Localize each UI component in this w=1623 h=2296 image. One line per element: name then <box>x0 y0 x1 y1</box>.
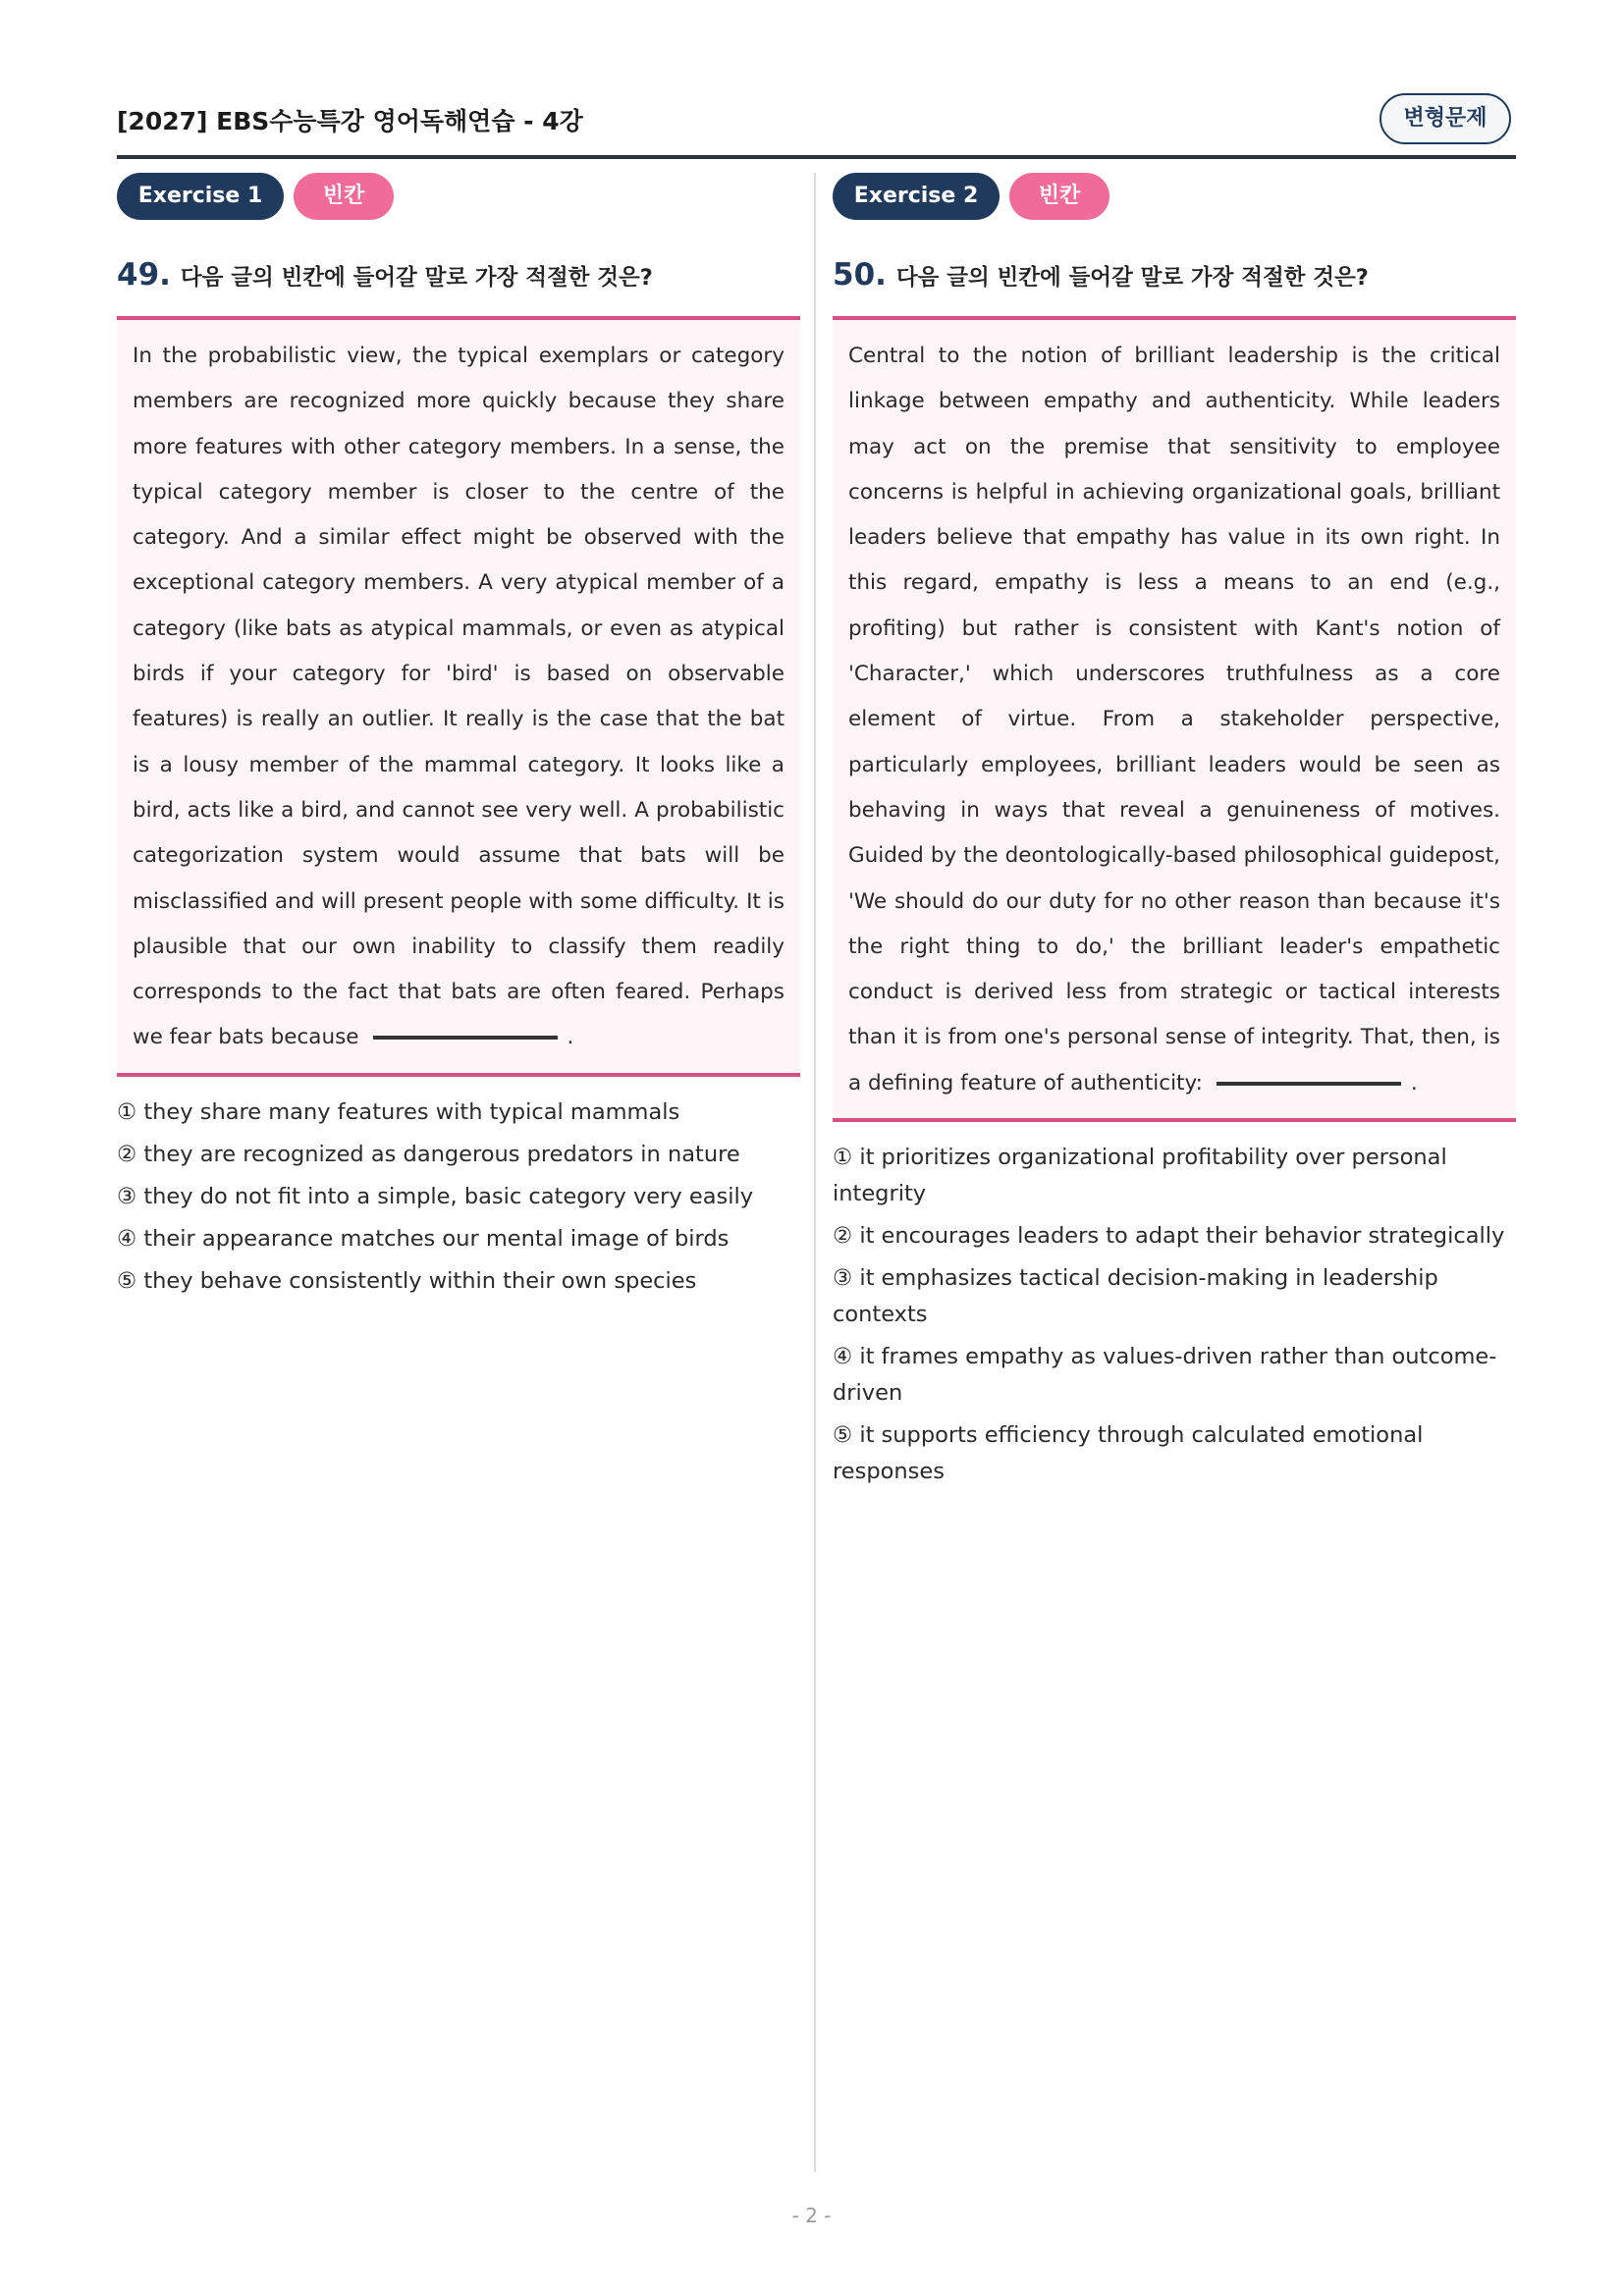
choice-option[interactable]: ⑤ it supports efficiency through calculated emotional responses <box>833 1422 1424 1485</box>
exercise-1-label: Exercise 1 <box>117 173 284 220</box>
passage-text: Central to the notion of brilliant leadership is the critical linkage between empathy and authenticity. While leaders may act on the premise that sensitivity to employee concerns is helpful in achieving organizational goals, brilliant leaders believe that empathy has value in its own right. In this regard, empathy is less a means to an end (e.g., profiting) but rather is consistent with Kant's notion of 'Character,' which underscores truthfulness as a core element of virtue. From a stakeholder perspective, particularly employees, brilliant leaders would be seen as behaving in ways that reveal a genuineness of motives. Guided by the deontologically-based philosophical guidepost, 'We should do our duty for no other reason than because it's the right thing to do,' the brilliant leader's empathetic conduct is derived less from strategic or tactical interests than it is from one's personal sense of integrity. That, then, is a defining feature of authenticity: <box>848 344 1500 1095</box>
choice-option[interactable]: ② they are recognized as dangerous predators in nature <box>117 1141 740 1167</box>
passage-end: . <box>567 1025 574 1050</box>
choice-option[interactable]: ① it prioritizes organizational profitability over personal integrity <box>833 1145 1447 1207</box>
choice-option[interactable]: ③ it emphasizes tactical decision-making in leadership contexts <box>833 1265 1438 1328</box>
exercise-1-column <box>117 173 800 1306</box>
choice-option[interactable]: ③ they do not fit into a simple, basic category very easily <box>117 1183 754 1209</box>
question-text: 다음 글의 빈칸에 들어갈 말로 가장 적절한 것은? <box>895 265 1369 291</box>
exercise-2-header <box>833 173 1516 222</box>
question-50 <box>833 257 1516 296</box>
exercise-2-tag: 빈칸 <box>1009 173 1109 220</box>
variant-badge: 변형문제 <box>1380 93 1511 144</box>
passage-end: . <box>1410 1070 1418 1095</box>
choice-option[interactable]: ⑤ they behave consistently within their own species <box>117 1267 697 1294</box>
question-number: 50. <box>833 257 887 293</box>
exercise-1-header <box>117 173 800 222</box>
choice-list <box>833 1140 1516 1490</box>
answer-blank <box>373 1036 558 1040</box>
question-text: 다음 글의 빈칸에 들어갈 말로 가장 적절한 것은? <box>180 265 653 291</box>
answer-blank <box>1217 1082 1401 1086</box>
choice-list <box>117 1095 800 1300</box>
page-number: - 2 - <box>791 2204 832 2227</box>
choice-option[interactable]: ④ their appearance matches our mental image of birds <box>117 1225 730 1252</box>
choice-option[interactable]: ② it encourages leaders to adapt their behavior strategically <box>833 1223 1505 1250</box>
choice-option[interactable]: ① they share many features with typical mammals <box>117 1098 680 1125</box>
header-rule <box>117 155 1516 159</box>
passage-paragraph <box>848 334 1500 1106</box>
exercise-2-label: Exercise 2 <box>833 173 1000 220</box>
question-number: 49. <box>117 257 171 293</box>
passage-box <box>833 316 1516 1122</box>
column-divider <box>814 173 816 2172</box>
passage-paragraph <box>133 334 784 1061</box>
passage-text: In the probabilistic view, the typical exemplars or category members are recognized more quickly because they share more features with other category members. In a sense, the typical category member is closer to the centre of the category. And a similar effect might be observed with the exceptional category members. A very atypical member of a category (like bats as atypical mammals, or even as atypical birds if your category for 'bird' is based on observable features) is really an outlier. It really is the case that the bat is a lousy member of the mammal category. It looks like a bird, acts like a bird, and cannot see very well. A probabilistic categorization system would assume that bats will be misclassified and will present people with some difficulty. It is plausible that our own inability to classify them readily corresponds to the fact that bats are often feared. Perhaps we fear bats because <box>133 344 784 1050</box>
passage-box <box>117 316 800 1077</box>
exercise-1-tag: 빈칸 <box>294 173 394 220</box>
document-title: [2027] EBS수능특강 영어독해연습 - 4강 <box>117 107 583 135</box>
question-49 <box>117 257 800 296</box>
choice-option[interactable]: ④ it frames empathy as values-driven rather than outcome-driven <box>833 1344 1497 1407</box>
exercise-2-column <box>833 173 1516 1496</box>
